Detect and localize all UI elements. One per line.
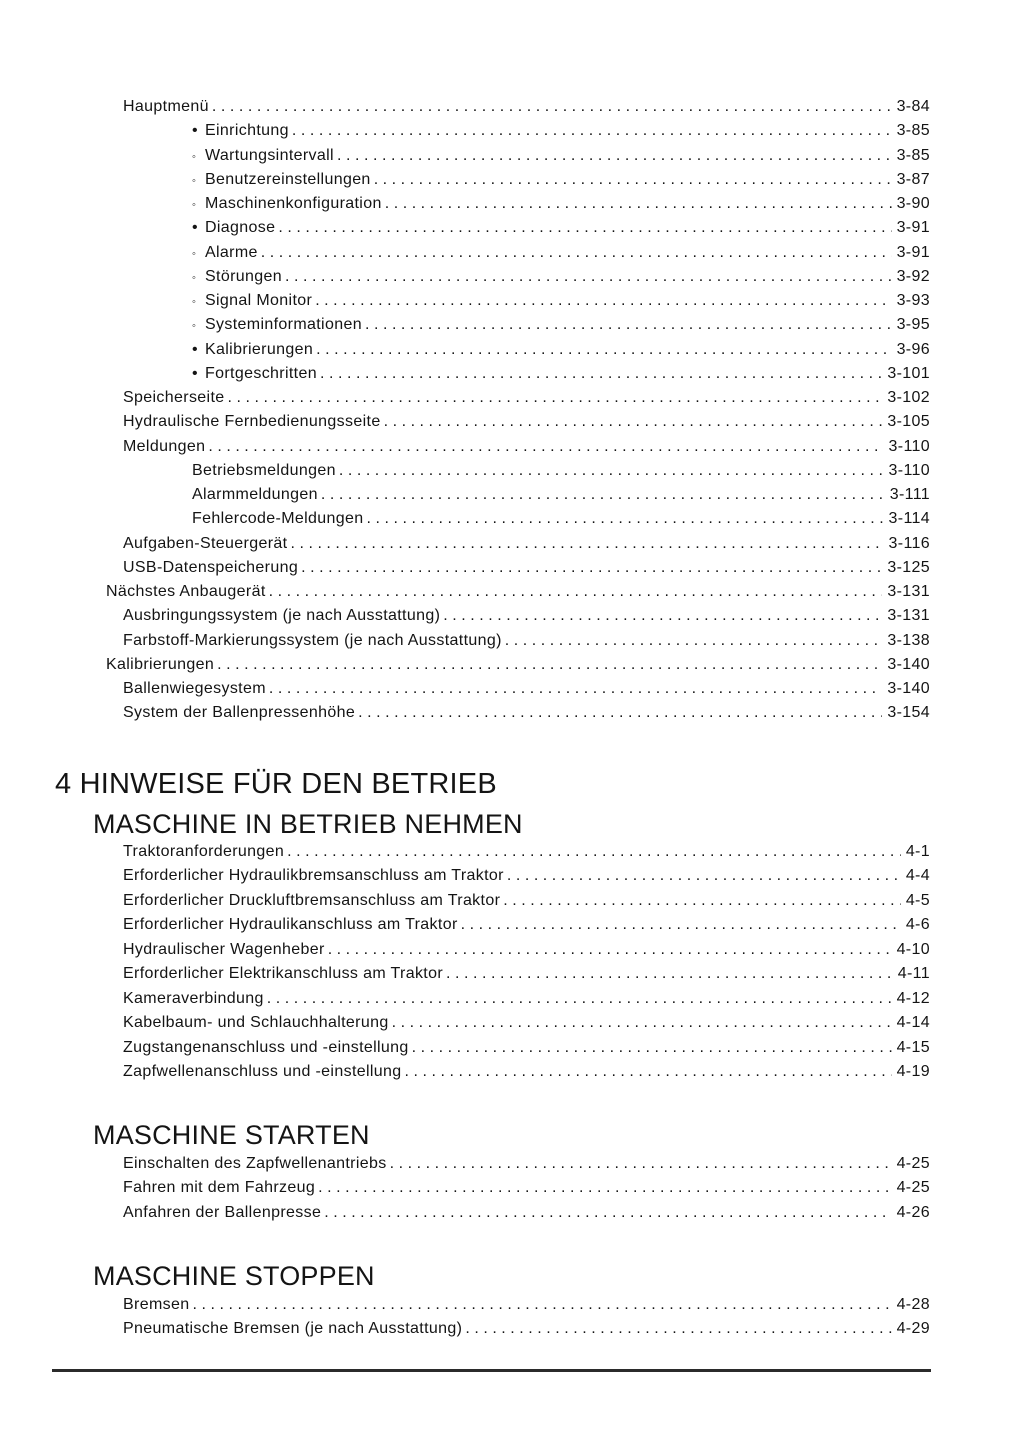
toc-entry <box>123 1176 930 1200</box>
toc-entry-label: Betriebsmeldungen <box>192 461 336 479</box>
toc-entry-page: 3-90 <box>896 195 930 212</box>
toc-entry-label: System der Ballenpressenhöhe <box>123 704 356 722</box>
toc-entry-label: Farbstoff-Markierungssystem (je nach Ausstattung) <box>123 631 502 649</box>
toc-entry-page: 3-111 <box>889 486 930 503</box>
toc-entry-label: Speicherseite <box>123 389 225 406</box>
toc-entry <box>192 144 930 168</box>
toc-entry <box>123 95 930 119</box>
dot-leader-icon <box>385 192 892 216</box>
toc-entry <box>123 889 930 913</box>
section-title: MASCHINE STOPPEN <box>93 1261 375 1292</box>
toc-entry <box>106 580 930 604</box>
section-entries <box>0 840 930 1084</box>
toc-entry-label: Einrichtung <box>205 122 289 140</box>
footer-divider-rule <box>52 1369 931 1372</box>
toc-entry-label: Fahren mit dem Fahrzeug <box>123 1179 316 1197</box>
section-maschine-in-betrieb-nehmen <box>0 810 930 1085</box>
open-bullet-icon: ◦ <box>192 150 197 163</box>
dot-leader-icon <box>503 889 901 913</box>
toc-entry <box>123 1011 930 1035</box>
dot-leader-icon <box>374 168 892 192</box>
toc-entry-page: 4-26 <box>896 1203 930 1221</box>
dot-leader-icon <box>465 1317 891 1341</box>
toc-entry-page: 3-154 <box>887 704 930 722</box>
toc-entry-label: Störungen <box>205 267 282 285</box>
toc-entry <box>192 338 930 362</box>
dot-leader-icon <box>461 913 901 937</box>
toc-entry-label: Zapfwellenanschluss und -einstellung <box>123 1062 402 1080</box>
toc-entry-page: 4-28 <box>896 1295 930 1313</box>
dot-leader-icon <box>446 962 893 986</box>
toc-entry <box>192 459 930 483</box>
filled-bullet-icon: • <box>192 340 198 358</box>
toc-entry-page: 4-14 <box>896 1014 930 1032</box>
toc-entry-page: 3-110 <box>888 461 930 479</box>
toc-entry-label: Fehlercode-Meldungen <box>192 510 364 528</box>
open-bullet-icon: ◦ <box>192 296 197 308</box>
toc-entry-page: 3-93 <box>896 292 930 309</box>
toc-entry <box>192 362 930 386</box>
open-bullet-icon: ◦ <box>192 247 197 260</box>
toc-entry-label: Maschinenkonfiguration <box>205 195 382 212</box>
toc-entry-page: 3-96 <box>896 340 930 358</box>
toc-entry <box>192 289 930 313</box>
dot-leader-icon <box>285 265 892 289</box>
toc-entry-page: 3-110 <box>888 437 930 455</box>
toc-entry-label: Signal Monitor <box>205 292 313 309</box>
toc-entry <box>123 532 930 556</box>
open-bullet-icon: ◦ <box>192 199 197 211</box>
toc-entry-page: 3-105 <box>887 413 930 431</box>
dot-leader-icon <box>261 241 892 265</box>
dot-leader-icon <box>405 1060 892 1084</box>
toc-entry-page: 3-138 <box>887 631 930 649</box>
toc-entry-label: Hydraulische Fernbedienungsseite <box>123 413 381 431</box>
toc-entry <box>123 840 930 864</box>
toc-entry <box>123 913 930 937</box>
toc-section3-list <box>0 0 930 726</box>
toc-entry-label: Diagnose <box>205 219 276 237</box>
toc-entry-label: Bremsen <box>123 1295 190 1313</box>
dot-leader-icon <box>337 144 892 168</box>
toc-entry-label: Hydraulischer Wagenheber <box>123 940 325 958</box>
filled-bullet-icon: • <box>192 364 198 382</box>
dot-leader-icon <box>339 459 884 483</box>
open-bullet-icon: ◦ <box>192 320 197 333</box>
toc-entry <box>123 987 930 1011</box>
toc-entry-label: Kameraverbindung <box>123 989 264 1007</box>
dot-leader-icon <box>269 580 883 604</box>
toc-entry-label: Ausbringungssystem (je nach Ausstattung) <box>123 607 441 625</box>
toc-entry-page: 3-84 <box>896 98 930 115</box>
toc-entry <box>192 192 930 216</box>
toc-entry-label: Kabelbaum- und Schlauchhalterung <box>123 1014 389 1032</box>
toc-entry-page: 3-91 <box>896 219 930 237</box>
toc-entry-page: 3-85 <box>896 146 930 164</box>
toc-entry <box>106 653 930 677</box>
dot-leader-icon <box>292 119 892 143</box>
toc-entry-page: 4-11 <box>897 965 930 983</box>
section-entries <box>0 1152 930 1225</box>
section-maschine-stoppen <box>0 1262 930 1341</box>
toc-entry-label: Fortgeschritten <box>205 364 317 382</box>
toc-entry-page: 4-1 <box>905 843 930 860</box>
toc-entry-page: 4-12 <box>896 989 930 1007</box>
toc-entry-page: 3-101 <box>887 364 930 382</box>
toc-entry-label: Erforderlicher Druckluftbremsanschluss am Traktor <box>123 891 501 909</box>
toc-entry <box>123 938 930 962</box>
toc-entry-page: 3-102 <box>887 389 930 406</box>
chapter-4-toc <box>0 810 930 1342</box>
toc-entry-label: Kalibrierungen <box>205 340 314 358</box>
section-entries <box>0 1293 930 1342</box>
toc-entry-page: 4-5 <box>905 891 930 909</box>
toc-entry <box>123 701 930 725</box>
toc-entry <box>123 677 930 701</box>
toc-entry-label: Alarme <box>205 243 258 261</box>
toc-entry <box>192 216 930 240</box>
section-title: MASCHINE IN BETRIEB NEHMEN <box>93 808 523 839</box>
toc-entry-page: 3-87 <box>896 170 930 188</box>
toc-entry-label: Erforderlicher Hydraulikanschluss am Traktor <box>123 916 458 934</box>
toc-entry-label: Alarmmeldungen <box>192 486 318 503</box>
toc-entry-label: Wartungsintervall <box>205 146 334 164</box>
dot-leader-icon <box>390 1152 892 1176</box>
dot-leader-icon <box>412 1036 892 1060</box>
dot-leader-icon <box>365 313 892 337</box>
toc-entry-page: 4-25 <box>896 1154 930 1172</box>
open-bullet-icon: ◦ <box>192 174 197 187</box>
toc-entry-label: USB-Datenspeicherung <box>123 558 299 576</box>
dot-leader-icon <box>315 289 891 313</box>
toc-entry <box>192 168 930 192</box>
toc-entry <box>123 1293 930 1317</box>
dot-leader-icon <box>328 938 892 962</box>
dot-leader-icon <box>358 701 882 725</box>
dot-leader-icon <box>208 435 883 459</box>
filled-bullet-icon: • <box>192 122 198 140</box>
toc-entry-label: Kalibrierungen <box>106 655 215 673</box>
dot-leader-icon <box>321 483 885 507</box>
toc-entry-label: Zugstangenanschluss und -einstellung <box>123 1038 409 1056</box>
toc-entry-label: Benutzereinstellungen <box>205 170 371 188</box>
dot-leader-icon <box>267 987 892 1011</box>
toc-entry <box>123 410 930 434</box>
dot-leader-icon <box>278 216 891 240</box>
toc-entry-label: Meldungen <box>123 437 206 455</box>
toc-entry-page: 4-10 <box>896 940 930 958</box>
toc-entry <box>192 483 930 507</box>
dot-leader-icon <box>301 556 882 580</box>
toc-entry-page: 4-15 <box>896 1038 930 1056</box>
toc-entry-label: Hauptmenü <box>123 98 209 115</box>
toc-entry-label: Erforderlicher Hydraulikbremsanschluss am Traktor <box>123 867 504 885</box>
dot-leader-icon <box>443 604 882 628</box>
toc-entry-page: 3-91 <box>896 243 930 261</box>
toc-entry-label: Einschalten des Zapfwellenantriebs <box>123 1154 387 1172</box>
toc-entry-page: 3-131 <box>887 607 930 625</box>
toc-entry <box>192 265 930 289</box>
toc-entry-page: 3-95 <box>896 316 930 334</box>
dot-leader-icon <box>384 410 883 434</box>
toc-entry <box>123 962 930 986</box>
dot-leader-icon <box>507 864 901 888</box>
toc-entry-page: 4-6 <box>905 916 930 934</box>
toc-entry-page: 4-19 <box>896 1062 930 1080</box>
toc-entry <box>123 1060 930 1084</box>
dot-leader-icon <box>324 1201 891 1225</box>
toc-entry-page: 3-131 <box>887 583 930 600</box>
toc-entry <box>123 864 930 888</box>
dot-leader-icon <box>228 386 883 410</box>
open-bullet-icon: ◦ <box>192 271 197 284</box>
toc-entry-page: 4-29 <box>896 1320 930 1338</box>
toc-entry-label: Erforderlicher Elektrikanschluss am Traktor <box>123 965 444 983</box>
toc-entry <box>192 507 930 531</box>
dot-leader-icon <box>217 653 882 677</box>
toc-entry <box>123 435 930 459</box>
toc-entry-label: Aufgaben-Steuergerät <box>123 534 288 552</box>
toc-entry-page: 4-25 <box>896 1179 930 1197</box>
section-maschine-starten <box>0 1121 930 1225</box>
dot-leader-icon <box>316 338 891 362</box>
chapter-4-heading: 4 HINWEISE FÜR DEN BETRIEB <box>55 767 497 800</box>
toc-entry-page: 3-125 <box>887 558 930 576</box>
toc-entry <box>123 1201 930 1225</box>
toc-entry-label: Anfahren der Ballenpresse <box>123 1203 322 1221</box>
toc-entry <box>192 313 930 337</box>
section-title: MASCHINE STARTEN <box>93 1120 370 1151</box>
toc-entry <box>123 1317 930 1341</box>
dot-leader-icon <box>290 532 883 556</box>
dot-leader-icon <box>367 507 884 531</box>
dot-leader-icon <box>287 840 901 864</box>
toc-entry <box>123 604 930 628</box>
toc-entry <box>192 241 930 265</box>
dot-leader-icon <box>392 1011 892 1035</box>
toc-entry-page: 3-116 <box>888 534 930 552</box>
filled-bullet-icon: • <box>192 219 198 237</box>
toc-entry <box>192 119 930 143</box>
toc-entry-page: 3-92 <box>896 267 930 285</box>
toc-entry-label: Pneumatische Bremsen (je nach Ausstattung) <box>123 1320 463 1338</box>
toc-entry <box>123 556 930 580</box>
toc-entry <box>123 386 930 410</box>
dot-leader-icon <box>320 362 882 386</box>
toc-entry-label: Ballenwiegesystem <box>123 680 266 697</box>
toc-entry-page: 3-140 <box>887 680 930 697</box>
toc-entry-label: Nächstes Anbaugerät <box>106 583 266 600</box>
toc-entry-page: 3-140 <box>887 655 930 673</box>
toc-entry-label: Systeminformationen <box>205 316 362 334</box>
toc-entry-page: 4-4 <box>905 867 930 885</box>
dot-leader-icon <box>269 677 882 701</box>
toc-entry <box>123 1036 930 1060</box>
toc-entry <box>123 629 930 653</box>
toc-entry-label: Traktoranforderungen <box>123 843 285 860</box>
toc-entry-page: 3-114 <box>888 510 930 528</box>
dot-leader-icon <box>318 1176 891 1200</box>
toc-entry-page: 3-85 <box>896 122 930 140</box>
dot-leader-icon <box>505 629 883 653</box>
toc-entry <box>123 1152 930 1176</box>
dot-leader-icon <box>192 1293 891 1317</box>
dot-leader-icon <box>212 95 892 119</box>
